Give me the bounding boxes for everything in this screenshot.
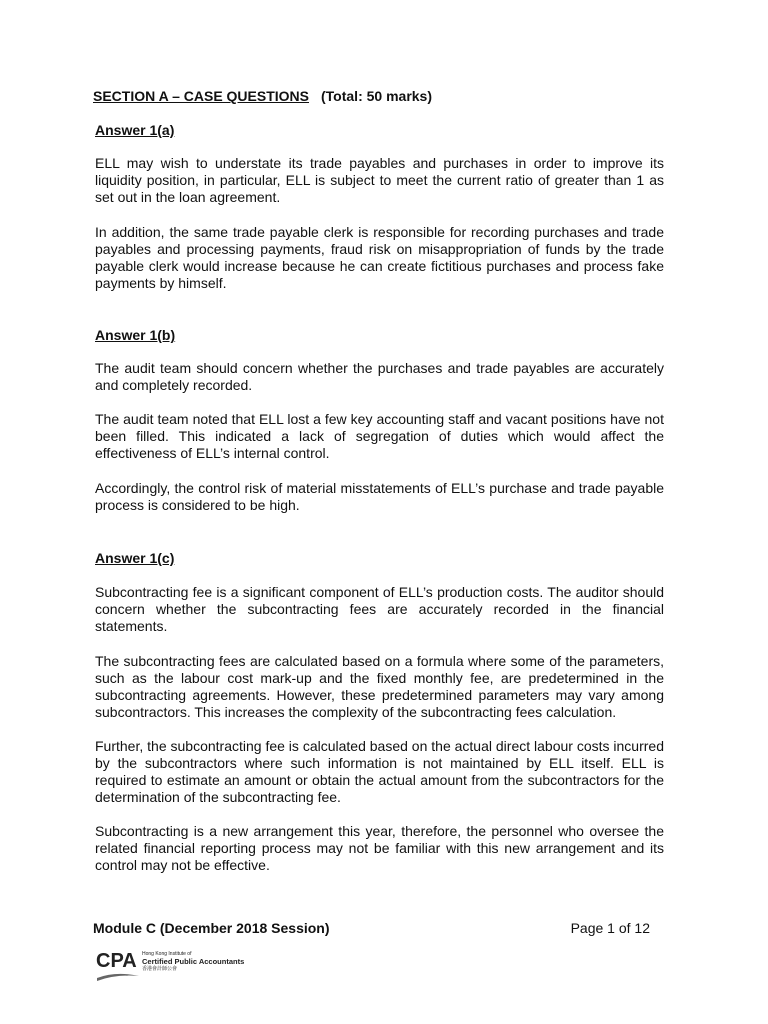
logo-text [142, 951, 244, 972]
answer-1b-title: Answer 1(b) [95, 327, 176, 343]
logo-text-line-1: Hong Kong Institute of [142, 951, 192, 957]
answer-1c-paragraph-4: Subcontracting is a new arrangement this year, therefore, the personnel who oversee the related financial reporting process may not be familiar with this new arrangement and its control may not be effective. [95, 823, 664, 873]
logo-text-line-3: 香港會計師公會 [142, 966, 178, 972]
logo-text-line-2: Certified Public Accountants [142, 957, 245, 966]
answer-1a-paragraph-1: ELL may wish to understate its trade payables and purchases in order to improve its liquidity position, in particular, ELL is subject to meet the current ratio of greater than 1 as set out in the loan agreement. [95, 155, 664, 205]
answer-1a-title: Answer 1(a) [95, 122, 175, 138]
answer-1c-paragraph-2: The subcontracting fees are calculated based on a formula where some of the parameters, such as the labour cost mark-up and the fixed monthly fee, are predetermined in the subcontracting agreements. However, these predetermined parameters may vary among subcontractors. This increases the complexity of the subcontracting fees calculation. [95, 653, 664, 720]
answer-1c-paragraph-1: Subcontracting fee is a significant component of ELL’s production costs. The auditor should concern whether the subcontracting fees are accurately recorded in the financial statements. [95, 584, 664, 634]
logo-swoosh-icon [96, 972, 140, 982]
footer-module: Module C (December 2018 Session) [93, 920, 330, 936]
answer-1c-title: Answer 1(c) [95, 550, 175, 566]
logo-cpa-mark: CPA [96, 950, 137, 972]
footer-page-number: Page 1 of 12 [570, 920, 650, 936]
hkicpa-logo [96, 948, 256, 980]
answer-1b-paragraph-2: The audit team noted that ELL lost a few key accounting staff and vacant positions have not been filled. This indicated a lack of segregation of duties which would affect the effectiveness of ELL’s internal control. [95, 411, 664, 461]
answer-1b-paragraph-1: The audit team should concern whether the purchases and trade payables are accurately and completely recorded. [95, 360, 664, 393]
section-total-marks: (Total: 50 marks) [321, 88, 432, 104]
answer-1b-paragraph-3: Accordingly, the control risk of material misstatements of ELL’s purchase and trade payable process is considered to be high. [95, 480, 664, 513]
answer-1c-paragraph-3: Further, the subcontracting fee is calculated based on the actual direct labour costs incurred by the subcontractors where such information is not maintained by ELL itself. ELL is required to estimate an amount or obtain the actual amount from the subcontractors for the determination of the subcontracting fee. [95, 738, 664, 805]
section-title: SECTION A – CASE QUESTIONS [93, 88, 309, 104]
answer-1a-paragraph-2: In addition, the same trade payable clerk is responsible for recording purchases and trade payables and processing payments, fraud risk on misappropriation of funds by the trade payable clerk would increase because he can create fictitious purchases and process fake payments by himself. [95, 224, 664, 291]
section-heading [93, 88, 432, 104]
